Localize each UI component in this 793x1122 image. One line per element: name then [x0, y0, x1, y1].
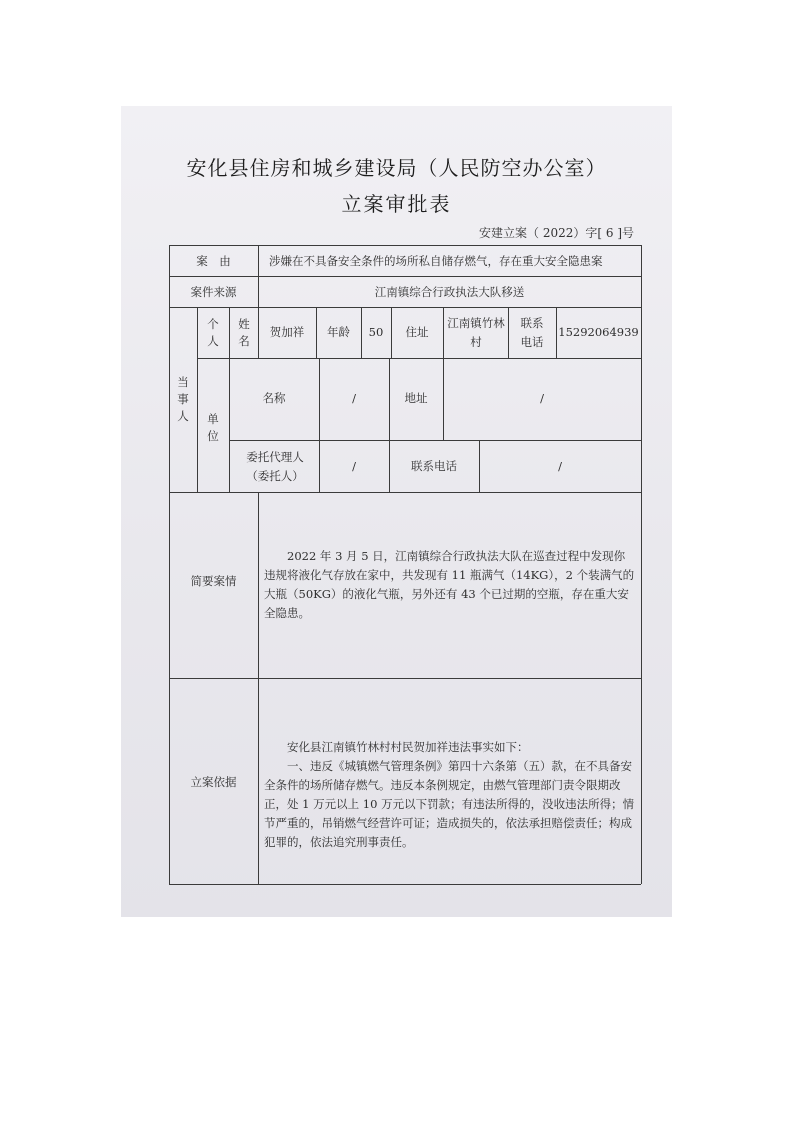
table-border-right	[641, 245, 642, 884]
individual-label: 个人	[207, 317, 219, 348]
col-divider	[443, 307, 444, 358]
party-address: 江南镇竹林村	[447, 316, 505, 349]
row-divider	[169, 276, 641, 277]
summary-text: 2022 年 3 月 5 日，江南镇综合行政执法大队在巡查过程中发现你违规将液化气存放在家中，共发现有 11 瓶满气（14KG），2 个装满气的大瓶（50KG）的液化气瓶，另外还有 43 个已过期的空瓶，存在重大安全隐患。	[264, 549, 635, 620]
party-name: 贺加祥	[269, 325, 305, 339]
row-divider	[169, 678, 641, 679]
basis-text: 一、违反《城镇燃气管理条例》第四十六条第（五）款，在不具备安全条件的场所储存燃气。违反本条例规定，由燃气管理部门责令限期改正，处 1 万元以上 10 万元以下罚款；有违法所得的，没收违法所得；情节严重的，吊销燃气经营许可证；造成损失的，依法承担赔偿责任；构成犯罪的，依法追究刑事责任。	[264, 759, 635, 849]
agent-phone-value: /	[558, 459, 562, 473]
agent-label: 委托代理人（委托人）	[246, 450, 304, 483]
title-line-2: 立案审批表	[341, 192, 452, 216]
phone-label: 联系电话	[520, 316, 544, 349]
case-source-label: 案件来源	[190, 285, 237, 299]
document-photo	[121, 106, 672, 917]
case-source-value: 江南镇综合行政执法大队移送	[374, 285, 525, 299]
document-number: 安建立案（ 2022）字[ 6 ]号	[479, 226, 634, 240]
agent-value: /	[352, 459, 356, 473]
agent-phone-label: 联系电话	[411, 459, 457, 473]
unit-address-value: /	[540, 391, 544, 405]
case-cause-label: 案 由	[196, 254, 231, 268]
row-divider	[197, 358, 641, 359]
unit-label: 单位	[207, 412, 219, 443]
col-divider	[508, 307, 509, 358]
row-divider	[169, 492, 641, 493]
unit-address-label: 地址	[404, 391, 428, 405]
title-line-1: 安化县住房和城乡建设局（人民防空办公室）	[186, 156, 607, 180]
col-divider	[258, 492, 259, 884]
party-phone: 15292064939	[558, 325, 639, 339]
summary-label: 简要案情	[190, 574, 237, 588]
row-divider	[169, 307, 641, 308]
unit-name-value: /	[352, 391, 356, 405]
basis-label: 立案依据	[190, 775, 237, 789]
basis-intro: 安化县江南镇竹林村村民贺加祥违法事实如下：	[287, 740, 529, 754]
table-border-top	[169, 245, 641, 246]
address-label: 住址	[405, 325, 429, 339]
name-label: 姓名	[238, 317, 250, 348]
row-divider	[229, 440, 641, 441]
case-cause-value: 涉嫌在不具备安全条件的场所私自储存燃气，存在重大安全隐患案	[269, 254, 603, 268]
unit-name-label: 名称	[262, 391, 286, 405]
table-border-bottom	[169, 884, 641, 885]
party-age: 50	[368, 325, 384, 339]
party-label: 当事人	[177, 375, 189, 423]
col-divider	[197, 307, 198, 492]
age-label: 年龄	[327, 325, 350, 339]
